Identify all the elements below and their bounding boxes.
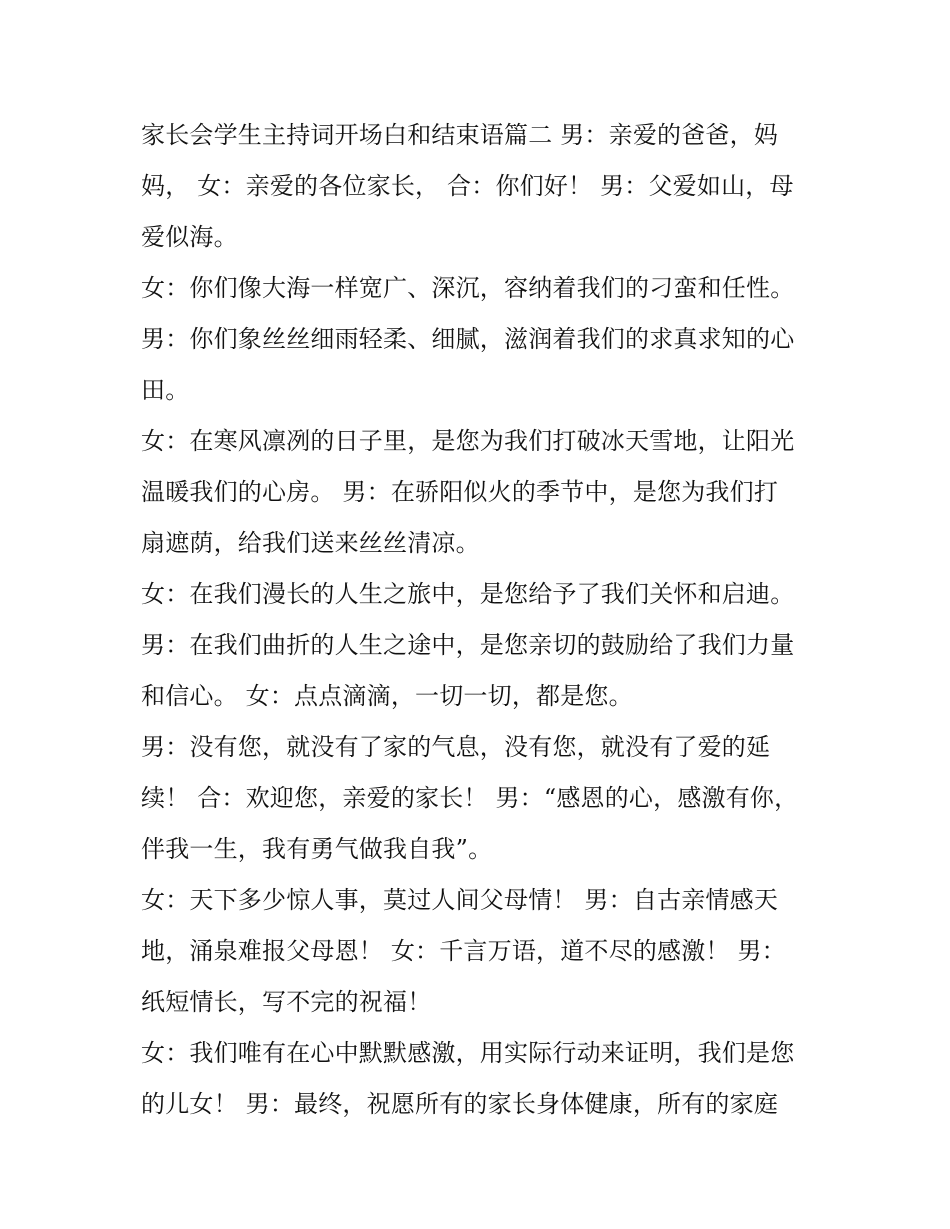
text-line-17: 地，涌泉难报父母恩！ 女：千言万语，道不尽的感激！ 男： <box>141 937 786 965</box>
text-line-2: 妈， 女：亲爱的各位家长， 合：你们好！ 男：父爱如山，母 <box>141 172 794 200</box>
document-body <box>141 110 821 1130</box>
text-line-13: 男：没有您，就没有了家的气息，没有您，就没有了爱的延 <box>141 733 771 761</box>
text-line-1: 家长会学生主持词开场白和结束语篇二 男：亲爱的爸爸，妈 <box>141 121 779 149</box>
text-line-3: 爱似海。 <box>141 223 238 251</box>
text-line-16: 女：天下多少惊人事，莫过人间父母情！ 男：自古亲情感天 <box>141 886 779 914</box>
text-line-8: 温暖我们的心房。 男：在骄阳似火的季节中，是您为我们打 <box>141 478 779 506</box>
text-line-9: 扇遮荫，给我们送来丝丝清凉。 <box>141 529 480 557</box>
text-line-15: 伴我一生，我有勇气做我自我”。 <box>141 835 493 863</box>
text-line-5: 男：你们象丝丝细雨轻柔、细腻，滋润着我们的求真求知的心 <box>141 325 795 353</box>
text-line-19: 女：我们唯有在心中默默感激，用实际行动来证明，我们是您 <box>141 1039 795 1067</box>
text-line-4: 女：你们像大海一样宽广、深沉，容纳着我们的刁蛮和任性。 <box>141 274 795 302</box>
text-line-11: 男：在我们曲折的人生之途中，是您亲切的鼓励给了我们力量 <box>141 631 795 659</box>
text-line-12: 和信心。 女：点点滴滴，一切一切，都是您。 <box>141 682 633 710</box>
text-line-10: 女：在我们漫长的人生之旅中，是您给予了我们关怀和启迪。 <box>141 580 795 608</box>
text-line-18: 纸短情长，写不完的祝福！ <box>141 988 432 1016</box>
text-line-14: 续！ 合：欢迎您，亲爱的家长！ 男：“感恩的心，感激有你， <box>141 784 799 812</box>
text-line-6: 田。 <box>141 376 190 404</box>
text-line-20: 的儿女！ 男：最终，祝愿所有的家长身体健康，所有的家庭 <box>141 1090 779 1118</box>
text-line-7: 女：在寒风凛冽的日子里，是您为我们打破冰天雪地，让阳光 <box>141 427 795 455</box>
